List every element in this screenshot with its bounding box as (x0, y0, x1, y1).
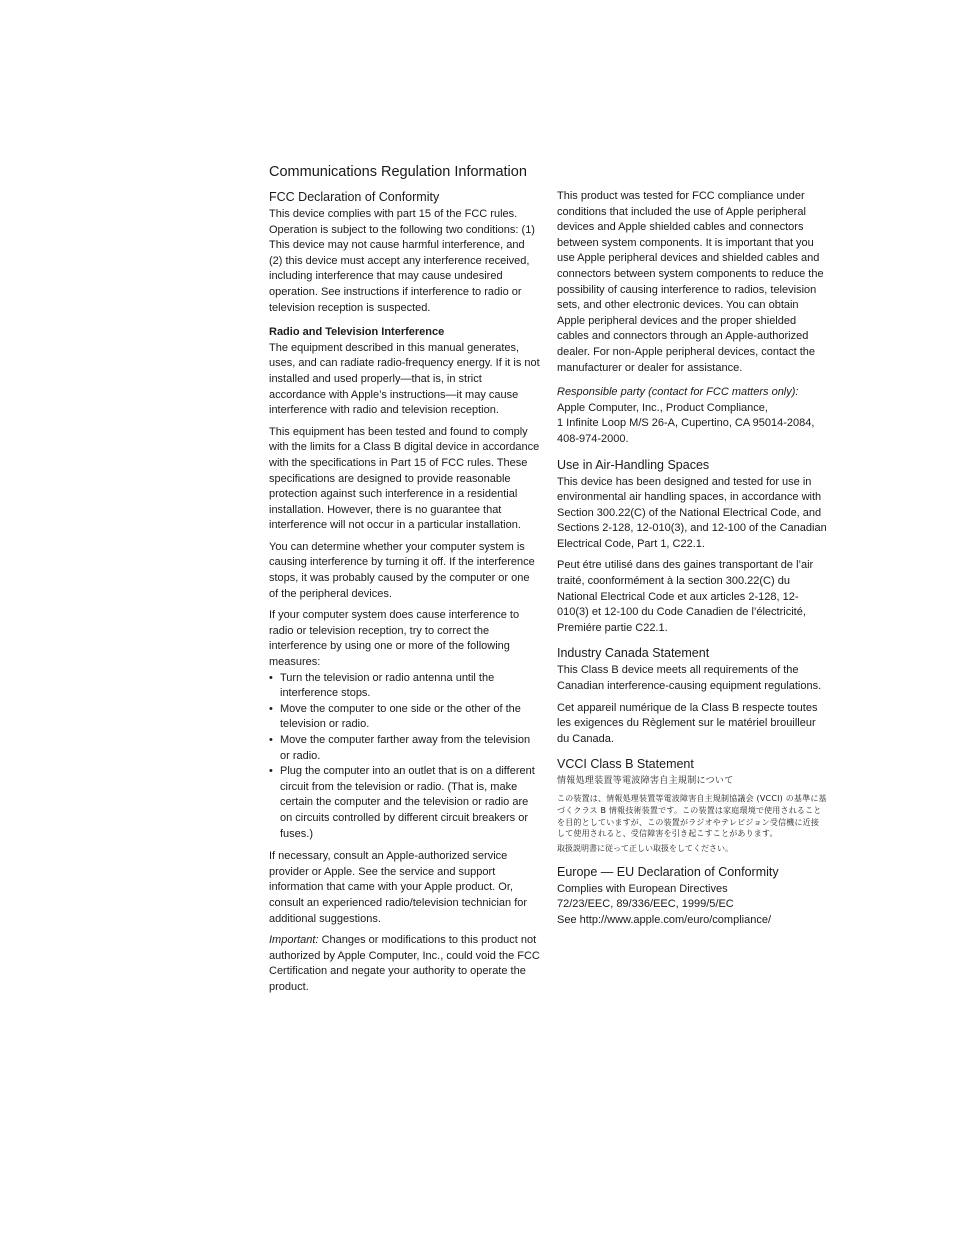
vcci-section (557, 756, 827, 854)
radio-tv-paragraph-3: You can determine whether your computer system is causing interference by turning it off. If the interference stops, it was probably caused by the computer or one of the peripheral devices. (269, 540, 535, 600)
radio-tv-paragraph-4: If your computer system does cause interference to radio or television reception, try to correct the interference by using one or more of the following measures: (269, 609, 520, 669)
industry-canada-paragraph-2: Cet appareil numérique de la Class B respecte toutes les exigences du Règlement sur le matériel brouilleur du Canada. (557, 701, 818, 745)
fcc-body: This device complies with part 15 of the FCC rules. Operation is subject to the following two conditions: (1) This device may not cause harmful interference, and (2) this device must accept any interference received, including interference that may cause undesired operation. See instructions if interference to radio or television reception is suspected. (269, 208, 535, 314)
vcci-heading: VCCI Class B Statement (557, 757, 694, 772)
vcci-japanese-footer: 取扱説明書に従って正しい取扱をしてください。 (557, 843, 733, 853)
europe-line-3: See http://www.apple.com/euro/compliance/ (557, 913, 772, 926)
europe-line-2: 72/23/EEC, 89/336/EEC, 1999/5/EC (557, 898, 734, 911)
europe-line-1: Complies with European Directives (557, 882, 728, 895)
europe-text (557, 882, 827, 929)
radio-tv-paragraph-1: The equipment described in this manual generates, uses, and can radiate radio-frequency energy. If it is not installed and used properly—that is, in strict accordance with Apple’s instructions—it may cause interference with radio and television reception. (269, 341, 540, 417)
vcci-japanese-title: 情報処理装置等電波障害自主規制について (557, 776, 734, 787)
responsible-line-3: 408-974-2000. (557, 432, 629, 445)
industry-canada-section (557, 645, 827, 747)
list-item: • Move the computer farther away from the television or radio. (269, 733, 541, 764)
important-label: Important: (269, 934, 319, 947)
right-column (557, 189, 827, 935)
air-handling-heading: Use in Air-Handling Spaces (557, 457, 710, 472)
europe-heading: Europe — EU Declaration of Conformity (557, 864, 779, 879)
radio-tv-paragraph-2: This equipment has been tested and found to comply with the limits for a Class B digital device in accordance with the specifications in Part 15 of FCC rules. These specifications are designed to provide reasonable protection against such interference in a residential installation. However, there is no guarantee that interference will not occur in a particular installation. (269, 425, 540, 532)
industry-canada-heading: Industry Canada Statement (557, 646, 710, 661)
list-item: • Plug the computer into an outlet that is on a different circuit from the television or radio. (That is, make certain the computer and the television or radio are on circuits controlled by different circuit breakers or fuses.) (269, 764, 541, 842)
radio-tv-heading: Radio and Television Interference (269, 326, 445, 339)
responsible-label: Responsible party (contact for FCC matters only): (557, 386, 799, 399)
air-handling-paragraph-2: Peut étre utilisé dans des gaines transportant de l’air traité, coonformément à la section 300.22(C) du National Electrical Code et aux articles 2-128, 12-010(3) et 12-100 du Code Canadien de l’électricité, Premiére partie C22.1. (557, 559, 814, 634)
responsible-line-1: Apple Computer, Inc., Product Compliance, (557, 401, 768, 414)
measures-list (269, 671, 541, 843)
air-handling-paragraph-1: This device has been designed and tested for use in environmental air handling spaces, in accordance with Section 300.22(C) of the National Electrical Code, and Sections 2-128, 12-010(3), and 12-100 of the Canadian Electrical Code, Part 1, C22.1. (557, 475, 827, 550)
important-text: Changes or modifications to this product not authorized by Apple Computer, Inc., could void the FCC Certification and negate your authority to operate the product. (269, 934, 540, 993)
industry-canada-paragraph-1: This Class B device meets all requirements of the Canadian interference-causing equipment regulations. (557, 664, 822, 693)
responsible-party (557, 385, 827, 447)
fcc-test-paragraph: This product was tested for FCC compliance under conditions that included the use of Apple peripheral devices and Apple shielded cables and connectors between system components. It is important that you use Apple peripheral devices and shielded cables and connectors between system components to reduce the possibility of causing interference to radios, television sets, and other electronic devices. You can obtain Apple peripheral devices and the proper shielded cables and connectors through an Apple-authorized dealer. For non-Apple peripheral devices, contact the manufacturer or dealer for assistance. (557, 190, 824, 374)
left-column (269, 189, 541, 1002)
responsible-line-2: 1 Infinite Loop M/S 26-A, Cupertino, CA 95014-2084, (557, 417, 815, 430)
page-title: Communications Regulation Information (269, 164, 527, 180)
air-handling-section (557, 457, 827, 637)
radio-tv-section (269, 325, 541, 995)
list-item: • Move the computer to one side or the other of the television or radio. (269, 702, 541, 733)
important-note (269, 933, 541, 995)
list-item: • Turn the television or radio antenna until the interference stops. (269, 671, 541, 702)
europe-section (557, 864, 827, 929)
vcci-japanese-body: この装置は、情報処理装置等電波障害自主規制協議会 (VCCI) の基準に基づくクラス B 情報技術装置です。この装置は家庭環境で使用されることを目的としていますが、この装置がラジオやテレビジョン受信機に近接して使用されると、受信障害を引き起こすことがあります。 (557, 794, 827, 839)
radio-tv-paragraph-5: If necessary, consult an Apple-authorized service provider or Apple. See the service and support information that came with your Apple product. Or, consult an experienced radio/television technician for additional suggestions. (269, 850, 528, 925)
fcc-heading: FCC Declaration of Conformity (269, 190, 440, 204)
